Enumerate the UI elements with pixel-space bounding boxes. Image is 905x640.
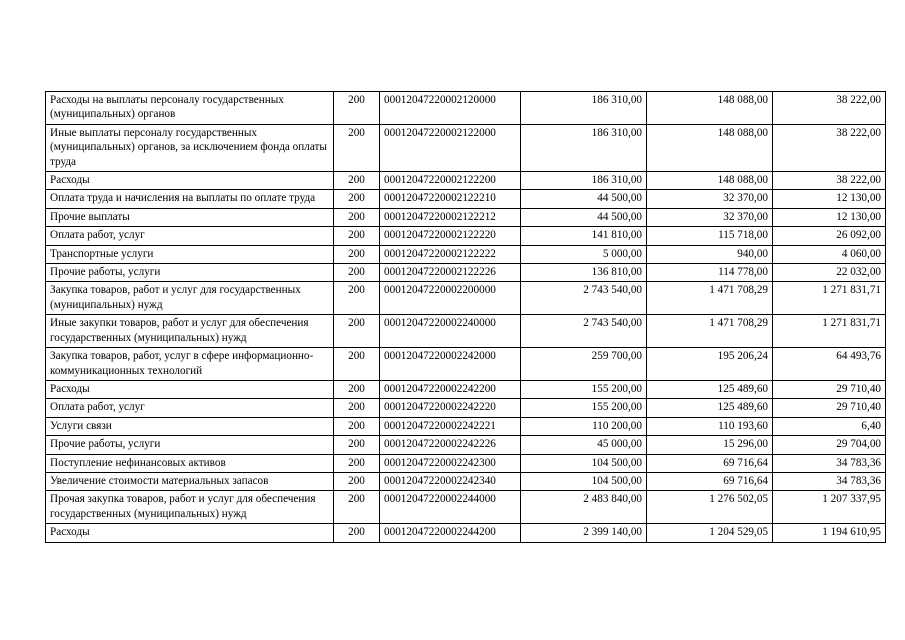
approved-amount-cell: 2 743 540,00 xyxy=(521,282,647,315)
executed-amount-cell: 1 276 502,05 xyxy=(647,491,773,524)
approved-amount-cell: 104 500,00 xyxy=(521,472,647,490)
table-row xyxy=(46,417,886,435)
table-row xyxy=(46,124,886,171)
executed-amount-cell: 1 471 708,29 xyxy=(647,315,773,348)
approved-amount-cell: 2 399 140,00 xyxy=(521,524,647,542)
approved-amount-cell: 45 000,00 xyxy=(521,436,647,454)
expense-name-cell: Расходы xyxy=(46,524,334,542)
classification-code-cell: 00012047220002242200 xyxy=(380,380,521,398)
executed-amount-cell: 148 088,00 xyxy=(647,172,773,190)
table-row xyxy=(46,282,886,315)
expense-name-cell: Увеличение стоимости материальных запасов xyxy=(46,472,334,490)
line-code-cell: 200 xyxy=(334,399,380,417)
executed-amount-cell: 69 716,64 xyxy=(647,454,773,472)
executed-amount-cell: 110 193,60 xyxy=(647,417,773,435)
line-code-cell: 200 xyxy=(334,380,380,398)
budget-execution-table xyxy=(45,91,886,543)
unexecuted-amount-cell: 4 060,00 xyxy=(773,245,886,263)
table-row xyxy=(46,399,886,417)
approved-amount-cell: 155 200,00 xyxy=(521,380,647,398)
line-code-cell: 200 xyxy=(334,124,380,171)
line-code-cell: 200 xyxy=(334,454,380,472)
unexecuted-amount-cell: 1 194 610,95 xyxy=(773,524,886,542)
classification-code-cell: 00012047220002242220 xyxy=(380,399,521,417)
expense-name-cell: Оплата работ, услуг xyxy=(46,399,334,417)
approved-amount-cell: 5 000,00 xyxy=(521,245,647,263)
classification-code-cell: 00012047220002122210 xyxy=(380,190,521,208)
line-code-cell: 200 xyxy=(334,264,380,282)
table-row xyxy=(46,245,886,263)
approved-amount-cell: 141 810,00 xyxy=(521,227,647,245)
approved-amount-cell: 44 500,00 xyxy=(521,190,647,208)
expense-name-cell: Иные выплаты персоналу государственных (муниципальных) органов, за исключением фонда оплаты труда xyxy=(46,124,334,171)
classification-code-cell: 00012047220002244000 xyxy=(380,491,521,524)
table-row xyxy=(46,454,886,472)
table-row xyxy=(46,190,886,208)
approved-amount-cell: 155 200,00 xyxy=(521,399,647,417)
expense-name-cell: Услуги связи xyxy=(46,417,334,435)
executed-amount-cell: 15 296,00 xyxy=(647,436,773,454)
classification-code-cell: 00012047220002242300 xyxy=(380,454,521,472)
unexecuted-amount-cell: 29 710,40 xyxy=(773,380,886,398)
executed-amount-cell: 148 088,00 xyxy=(647,124,773,171)
unexecuted-amount-cell: 29 704,00 xyxy=(773,436,886,454)
expense-name-cell: Прочая закупка товаров, работ и услуг для обеспечения государственных (муниципальных) нужд xyxy=(46,491,334,524)
classification-code-cell: 00012047220002244200 xyxy=(380,524,521,542)
executed-amount-cell: 125 489,60 xyxy=(647,399,773,417)
classification-code-cell: 00012047220002122000 xyxy=(380,124,521,171)
line-code-cell: 200 xyxy=(334,417,380,435)
executed-amount-cell: 32 370,00 xyxy=(647,190,773,208)
table-row xyxy=(46,491,886,524)
expense-name-cell: Транспортные услуги xyxy=(46,245,334,263)
approved-amount-cell: 44 500,00 xyxy=(521,208,647,226)
unexecuted-amount-cell: 26 092,00 xyxy=(773,227,886,245)
unexecuted-amount-cell: 29 710,40 xyxy=(773,399,886,417)
executed-amount-cell: 115 718,00 xyxy=(647,227,773,245)
table-row xyxy=(46,208,886,226)
unexecuted-amount-cell: 6,40 xyxy=(773,417,886,435)
approved-amount-cell: 2 483 840,00 xyxy=(521,491,647,524)
approved-amount-cell: 136 810,00 xyxy=(521,264,647,282)
unexecuted-amount-cell: 34 783,36 xyxy=(773,472,886,490)
line-code-cell: 200 xyxy=(334,245,380,263)
table-row xyxy=(46,472,886,490)
approved-amount-cell: 110 200,00 xyxy=(521,417,647,435)
classification-code-cell: 00012047220002242340 xyxy=(380,472,521,490)
expense-name-cell: Прочие работы, услуги xyxy=(46,264,334,282)
unexecuted-amount-cell: 38 222,00 xyxy=(773,124,886,171)
table-row xyxy=(46,348,886,381)
line-code-cell: 200 xyxy=(334,208,380,226)
approved-amount-cell: 186 310,00 xyxy=(521,172,647,190)
line-code-cell: 200 xyxy=(334,172,380,190)
classification-code-cell: 00012047220002122200 xyxy=(380,172,521,190)
table-row xyxy=(46,227,886,245)
document-page xyxy=(45,91,885,543)
expense-name-cell: Расходы xyxy=(46,380,334,398)
expense-name-cell: Закупка товаров, работ, услуг в сфере информационно-коммуникационных технологий xyxy=(46,348,334,381)
executed-amount-cell: 1 471 708,29 xyxy=(647,282,773,315)
expense-name-cell: Иные закупки товаров, работ и услуг для обеспечения государственных (муниципальных) нужд xyxy=(46,315,334,348)
table-row xyxy=(46,380,886,398)
table-body xyxy=(46,92,886,543)
executed-amount-cell: 114 778,00 xyxy=(647,264,773,282)
unexecuted-amount-cell: 38 222,00 xyxy=(773,92,886,125)
table-row xyxy=(46,524,886,542)
expense-name-cell: Расходы xyxy=(46,172,334,190)
table-row xyxy=(46,92,886,125)
expense-name-cell: Прочие выплаты xyxy=(46,208,334,226)
classification-code-cell: 00012047220002242226 xyxy=(380,436,521,454)
line-code-cell: 200 xyxy=(334,315,380,348)
executed-amount-cell: 1 204 529,05 xyxy=(647,524,773,542)
table-row xyxy=(46,436,886,454)
unexecuted-amount-cell: 22 032,00 xyxy=(773,264,886,282)
classification-code-cell: 00012047220002200000 xyxy=(380,282,521,315)
unexecuted-amount-cell: 12 130,00 xyxy=(773,190,886,208)
line-code-cell: 200 xyxy=(334,190,380,208)
unexecuted-amount-cell: 38 222,00 xyxy=(773,172,886,190)
line-code-cell: 200 xyxy=(334,282,380,315)
approved-amount-cell: 2 743 540,00 xyxy=(521,315,647,348)
executed-amount-cell: 32 370,00 xyxy=(647,208,773,226)
executed-amount-cell: 125 489,60 xyxy=(647,380,773,398)
unexecuted-amount-cell: 34 783,36 xyxy=(773,454,886,472)
classification-code-cell: 00012047220002242221 xyxy=(380,417,521,435)
expense-name-cell: Оплата труда и начисления на выплаты по оплате труда xyxy=(46,190,334,208)
classification-code-cell: 00012047220002242000 xyxy=(380,348,521,381)
line-code-cell: 200 xyxy=(334,92,380,125)
approved-amount-cell: 104 500,00 xyxy=(521,454,647,472)
executed-amount-cell: 69 716,64 xyxy=(647,472,773,490)
approved-amount-cell: 259 700,00 xyxy=(521,348,647,381)
unexecuted-amount-cell: 1 207 337,95 xyxy=(773,491,886,524)
unexecuted-amount-cell: 1 271 831,71 xyxy=(773,282,886,315)
approved-amount-cell: 186 310,00 xyxy=(521,124,647,171)
line-code-cell: 200 xyxy=(334,524,380,542)
table-row xyxy=(46,172,886,190)
executed-amount-cell: 940,00 xyxy=(647,245,773,263)
classification-code-cell: 00012047220002120000 xyxy=(380,92,521,125)
executed-amount-cell: 148 088,00 xyxy=(647,92,773,125)
line-code-cell: 200 xyxy=(334,436,380,454)
unexecuted-amount-cell: 1 271 831,71 xyxy=(773,315,886,348)
expense-name-cell: Поступление нефинансовых активов xyxy=(46,454,334,472)
expense-name-cell: Прочие работы, услуги xyxy=(46,436,334,454)
executed-amount-cell: 195 206,24 xyxy=(647,348,773,381)
classification-code-cell: 00012047220002122226 xyxy=(380,264,521,282)
classification-code-cell: 00012047220002240000 xyxy=(380,315,521,348)
expense-name-cell: Закупка товаров, работ и услуг для государственных (муниципальных) нужд xyxy=(46,282,334,315)
line-code-cell: 200 xyxy=(334,491,380,524)
classification-code-cell: 00012047220002122212 xyxy=(380,208,521,226)
line-code-cell: 200 xyxy=(334,472,380,490)
classification-code-cell: 00012047220002122220 xyxy=(380,227,521,245)
line-code-cell: 200 xyxy=(334,348,380,381)
line-code-cell: 200 xyxy=(334,227,380,245)
table-row xyxy=(46,315,886,348)
unexecuted-amount-cell: 12 130,00 xyxy=(773,208,886,226)
unexecuted-amount-cell: 64 493,76 xyxy=(773,348,886,381)
expense-name-cell: Оплата работ, услуг xyxy=(46,227,334,245)
table-row xyxy=(46,264,886,282)
classification-code-cell: 00012047220002122222 xyxy=(380,245,521,263)
expense-name-cell: Расходы на выплаты персоналу государственных (муниципальных) органов xyxy=(46,92,334,125)
approved-amount-cell: 186 310,00 xyxy=(521,92,647,125)
